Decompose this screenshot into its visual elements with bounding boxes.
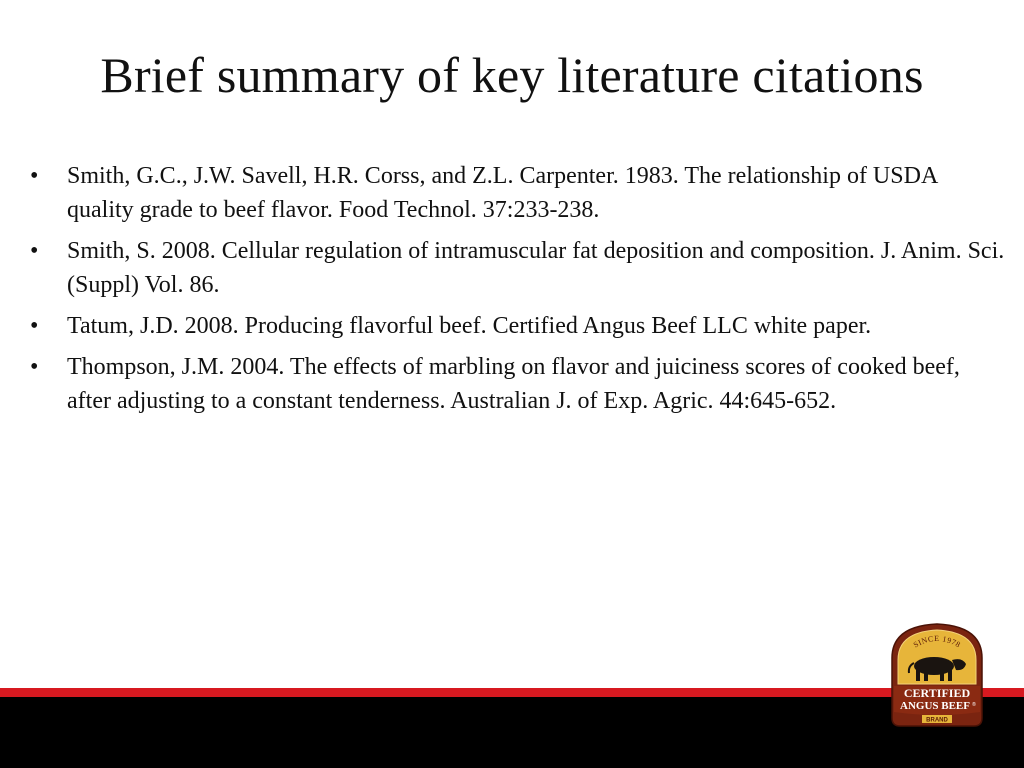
bullet-icon: • bbox=[30, 313, 39, 339]
footer-red-stripe bbox=[0, 688, 1024, 697]
logo-angus-beef-text: ANGUS BEEF bbox=[900, 700, 970, 712]
citation-item bbox=[30, 309, 1005, 343]
citation-text: Smith, G.C., J.W. Savell, H.R. Corss, and Z.L. Carpenter. 1983. The relationship of USDA quality grade to beef flavor. Food Technol. 37:233-238. bbox=[67, 163, 937, 223]
slide-title: Brief summary of key literature citations bbox=[100, 47, 924, 103]
logo-registered-mark: ® bbox=[972, 702, 976, 708]
citation-item bbox=[30, 234, 1005, 302]
bullet-icon: • bbox=[30, 238, 39, 264]
citation-item bbox=[30, 159, 1005, 227]
bullet-icon: • bbox=[30, 354, 39, 380]
citation-list bbox=[30, 159, 1005, 425]
citation-text: Smith, S. 2008. Cellular regulation of intramuscular fat deposition and composition. J. Anim. Sci. (Suppl) Vol. 86. bbox=[67, 238, 1005, 298]
logo-certified-text: CERTIFIED bbox=[903, 686, 971, 700]
logo-badge-icon bbox=[882, 620, 992, 732]
bullet-icon: • bbox=[30, 163, 39, 189]
citation-item bbox=[30, 350, 1005, 418]
logo-since-text: SINCE 1978 bbox=[911, 633, 963, 650]
certified-angus-beef-logo bbox=[882, 620, 992, 732]
citation-text: Tatum, J.D. 2008. Producing flavorful beef. Certified Angus Beef LLC white paper. bbox=[67, 313, 872, 339]
citation-text: Thompson, J.M. 2004. The effects of marbling on flavor and juiciness scores of cooked beef, after adjusting to a constant tenderness. Australian J. of Exp. Agric. 44:645-652. bbox=[67, 354, 960, 414]
footer-black-bar bbox=[0, 697, 1024, 768]
logo-brand-text: BRAND bbox=[926, 717, 948, 724]
